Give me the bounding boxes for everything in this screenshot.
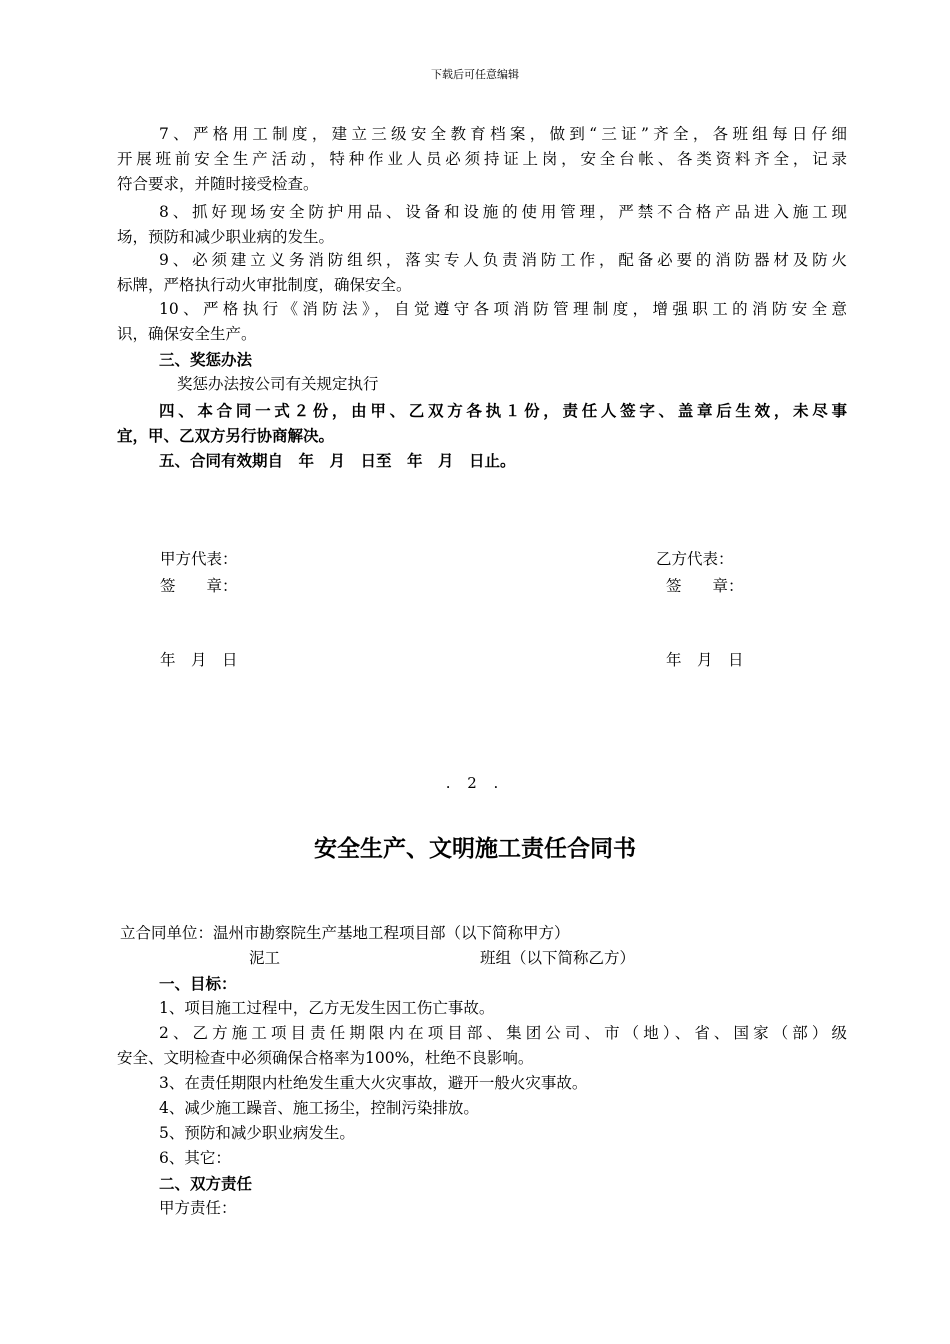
goal-6 <box>117 1146 847 1171</box>
goal-2 <box>117 1021 847 1071</box>
clause-9-line-1: 9、必须建立义务消防组织，落实专人负责消防工作，配备必要的消防器材及防火 <box>159 251 847 269</box>
clause-8 <box>117 200 847 250</box>
goal-1-line: 1、项目施工过程中，乙方无发生因工伤亡事故。 <box>159 999 495 1017</box>
goal-5-line: 5、预防和减少职业病发生。 <box>159 1124 355 1142</box>
clause-8-line-2: 场，预防和减少职业病的发生。 <box>117 228 335 246</box>
party-a-responsibility-label: 甲方责任： <box>159 1199 237 1217</box>
party-b-rep-label: 乙方代表： <box>656 550 734 568</box>
party-a-seal-label: 签 章： <box>160 577 238 595</box>
goal-2-line-1: 2、乙方施工项目责任期限内在项目部、集团公司、市（地）、省、国家（部）级 <box>159 1024 847 1042</box>
goal-6-line: 6、其它： <box>159 1149 231 1167</box>
section-4-line-1: 四、本合同一式２份，由甲、乙双方各执１份，责任人签字、盖章后生效，未尽事 <box>159 401 847 420</box>
goal-3 <box>117 1071 847 1096</box>
section-2-title <box>117 1171 847 1196</box>
page-header: 下载后可任意编辑 <box>431 68 519 81</box>
goal-4 <box>117 1096 847 1121</box>
section-1-title-text: 一、目标： <box>159 974 237 993</box>
clause-9-line-2: 标牌，严格执行动火审批制度，确保安全。 <box>117 276 412 294</box>
section-3-title <box>117 347 847 372</box>
team-suffix: 班组（以下简称乙方） <box>480 949 636 967</box>
goal-5 <box>117 1121 847 1146</box>
party-a-rep-label: 甲方代表： <box>160 550 238 568</box>
clause-10-line-2: 识，确保安全生产。 <box>117 325 257 343</box>
goal-2-line-2: 安全、文明检查中必须确保合格率为100%，杜绝不良影响。 <box>117 1049 534 1067</box>
section-3-text-line: 奖惩办法按公司有关规定执行 <box>177 375 379 393</box>
goal-1 <box>117 996 847 1021</box>
goal-3-line: 3、在责任期限内杜绝发生重大火灾事故，避开一般火灾事故。 <box>159 1074 588 1092</box>
clause-7-line-1: 7、严格用工制度，建立三级安全教育档案，做到“三证”齐全，各班组每日仔细 <box>159 125 847 143</box>
section-5 <box>117 448 847 473</box>
clause-10-line-1: 10、严格执行《消防法》，自觉遵守各项消防管理制度，增强职工的消防安全意 <box>159 300 847 318</box>
goal-4-line: 4、减少施工躁音、施工扬尘，控制污染排放。 <box>159 1099 479 1117</box>
section-3-title-text: 三、奖惩办法 <box>159 350 253 369</box>
clause-7-line-3: 符合要求，并随时接受检查。 <box>117 175 319 193</box>
section-4 <box>117 398 847 448</box>
section-1-title <box>117 971 847 996</box>
contract-unit-line: 立合同单位：温州市勘察院生产基地工程项目部（以下简称甲方） <box>120 924 570 942</box>
team-name: 泥工 <box>249 949 281 967</box>
section-4-line-2: 宜，甲、乙双方另行协商解决。 <box>117 426 335 445</box>
page-number: . 2 . <box>445 774 505 792</box>
clause-9 <box>117 248 847 298</box>
party-b-date: 年 月 日 <box>666 651 744 669</box>
document-title: 安全生产、文明施工责任合同书 <box>314 835 636 862</box>
section-2-title-text: 二、双方责任 <box>159 1174 253 1193</box>
section-5-line: 五、合同有效期自 年 月 日至 年 月 日止。 <box>159 451 516 470</box>
section-3-text <box>117 372 847 397</box>
clause-7-line-2: 开展班前安全生产活动，特种作业人员必须持证上岗，安全台帐、各类资料齐全，记录 <box>117 150 847 168</box>
party-a-responsibility <box>117 1196 847 1221</box>
clause-8-line-1: 8、抓好现场安全防护用品、设备和设施的使用管理，严禁不合格产品进入施工现 <box>159 203 847 221</box>
clause-10 <box>117 297 847 347</box>
party-a-date: 年 月 日 <box>160 651 238 669</box>
party-b-seal-label: 签 章： <box>666 577 744 595</box>
clause-7 <box>117 122 847 197</box>
